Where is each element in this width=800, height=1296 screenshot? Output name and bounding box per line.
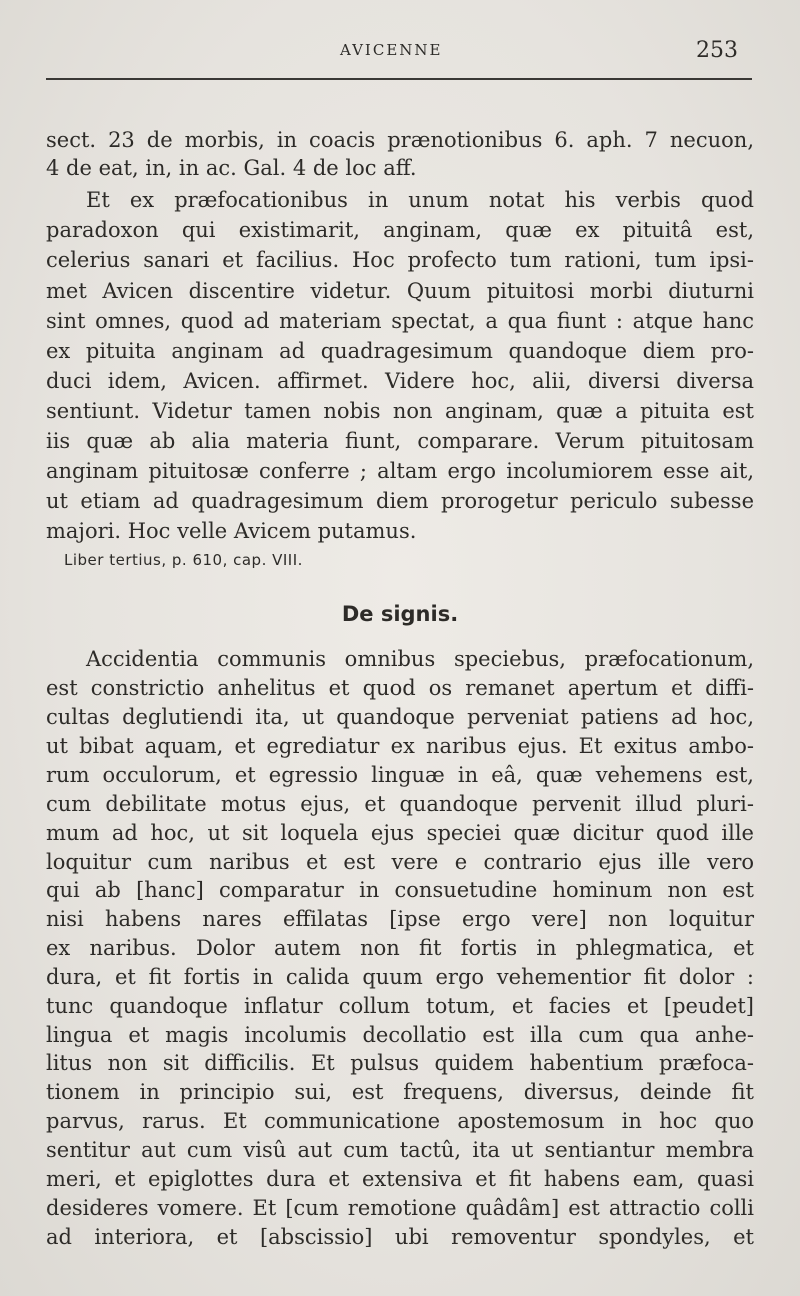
source-note: Liber tertius, p. 610, cap. VIII. (64, 551, 303, 569)
text-line: iis quæ ab alia materia fiunt, comparare. Verum pituitosam (46, 429, 754, 453)
text-line: desideres vomere. Et [cum remotione quâdâm] est attractio colli (46, 1196, 754, 1220)
text-line: anginam pituitosæ conferre ; altam ergo incolumiorem esse ait, (46, 459, 754, 483)
text-line: nisi habens nares effilatas [ipse ergo vere] non loquitur (46, 907, 754, 931)
text-line: celerius sanari et facilius. Hoc profecto tum rationi, tum ipsi- (46, 248, 754, 272)
text-line: 4 de eat, in, in ac. Gal. 4 de loc aff. (46, 156, 417, 180)
running-head (48, 38, 738, 68)
text-line: duci idem, Avicen. affirmet. Videre hoc, alii, diversi diversa (46, 369, 754, 393)
header-rule (46, 78, 752, 80)
section-heading: De signis. (341, 602, 459, 626)
text-line: sentitur aut cum visû aut cum tactû, ita ut sentiantur membra (46, 1138, 754, 1162)
text-line: met Avicen discentire videtur. Quum pituitosi morbi diuturni (46, 279, 754, 303)
running-title: AVICENNE (340, 41, 443, 59)
text-line: rum occulorum, et egressio linguæ in eâ, quæ vehemens est, (46, 763, 754, 787)
text-line: sect. 23 de morbis, in coacis prænotionibus 6. aph. 7 necuon, (46, 128, 754, 152)
text-line: ad interiora, et [abscissio] ubi removentur spondyles, et (46, 1225, 754, 1249)
text-line: ex pituita anginam ad quadragesimum quandoque diem pro- (46, 339, 754, 363)
text-line: mum ad hoc, ut sit loquela ejus speciei quæ dicitur quod ille (46, 821, 754, 845)
text-line: paradoxon qui existimarit, anginam, quæ ex pituitâ est, (46, 218, 754, 242)
text-line: loquitur cum naribus et est vere e contrario ejus ille vero (46, 850, 754, 874)
text-line: ex naribus. Dolor autem non fit fortis in phlegmatica, et (46, 936, 754, 960)
text-line: dura, et fit fortis in calida quum ergo vehementior fit dolor : (46, 965, 754, 989)
text-line: tionem in principio sui, est frequens, diversus, deinde fit (46, 1080, 754, 1104)
text-line: ut etiam ad quadragesimum diem prorogetur periculo subesse (46, 489, 754, 513)
text-line: cultas deglutiendi ita, ut quandoque perveniat patiens ad hoc, (46, 705, 754, 729)
text-line: ut bibat aquam, et egrediatur ex naribus ejus. Et exitus ambo- (46, 734, 754, 758)
text-line: parvus, rarus. Et communicatione apostemosum in hoc quo (46, 1109, 754, 1133)
text-line: sint omnes, quod ad materiam spectat, a qua fiunt : atque hanc (46, 309, 754, 333)
page-number: 253 (696, 38, 738, 63)
text-line: sentiunt. Videtur tamen nobis non anginam, quæ a pituita est (46, 399, 754, 423)
text-line: tunc quandoque inflatur collum totum, et facies et [peudet] (46, 994, 754, 1018)
text-line: Accidentia communis omnibus speciebus, præfocationum, (86, 647, 754, 671)
text-line: cum debilitate motus ejus, et quandoque pervenit illud pluri- (46, 792, 754, 816)
text-line: lingua et magis incolumis decollatio est illa cum qua anhe- (46, 1023, 754, 1047)
text-line: Et ex præfocationibus in unum notat his verbis quod (86, 188, 754, 212)
text-line: qui ab [hanc] comparatur in consuetudine hominum non est (46, 878, 754, 902)
text-line: majori. Hoc velle Avicem putamus. (46, 519, 417, 543)
text-line: meri, et epiglottes dura et extensiva et fit habens eam, quasi (46, 1167, 754, 1191)
text-line: est constrictio anhelitus et quod os remanet apertum et diffi- (46, 676, 754, 700)
text-line: litus non sit difficilis. Et pulsus quidem habentium præfoca- (46, 1051, 754, 1075)
